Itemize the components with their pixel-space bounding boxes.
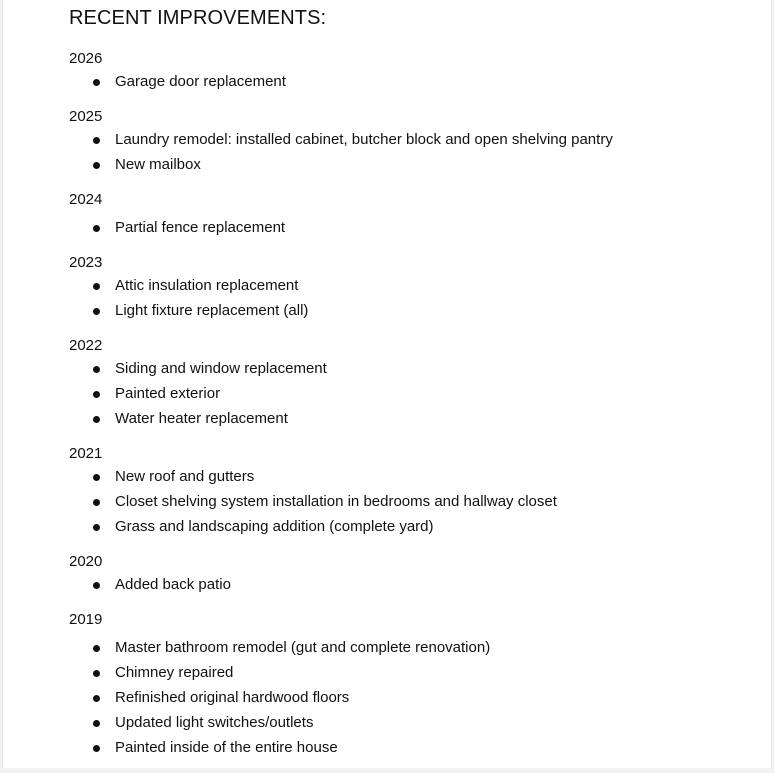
year-section (69, 190, 749, 240)
list-item-text: Closet shelving system installation in bedrooms and hallway closet (115, 493, 557, 510)
list-item-text: Water heater replacement (115, 410, 288, 427)
year-section (69, 107, 749, 177)
document-page (2, 0, 772, 768)
bullet-icon (93, 162, 100, 169)
list-item-text: Chimney repaired (115, 664, 234, 681)
bullet-list (69, 635, 749, 760)
list-item (69, 710, 749, 735)
list-item-text: Painted inside of the entire house (115, 739, 338, 756)
bullet-list (69, 273, 749, 323)
bullet-list (69, 356, 749, 431)
list-item (69, 127, 749, 152)
list-item (69, 464, 749, 489)
list-item (69, 406, 749, 431)
year-heading: 2022 (69, 337, 103, 354)
list-item (69, 514, 749, 539)
year-section (69, 336, 749, 431)
year-heading: 2026 (69, 50, 103, 67)
list-item-text: Grass and landscaping addition (complete yard) (115, 518, 434, 535)
list-item-text: Attic insulation replacement (115, 277, 299, 294)
bullet-icon (93, 524, 100, 531)
list-item-text: New mailbox (115, 156, 201, 173)
year-section (69, 49, 749, 94)
list-item-text: Updated light switches/outlets (115, 714, 314, 731)
bullet-icon (93, 137, 100, 144)
year-heading: 2021 (69, 445, 103, 462)
bullet-list (69, 215, 749, 240)
list-item-text: Painted exterior (115, 385, 221, 402)
list-item-text: Laundry remodel: installed cabinet, butcher block and open shelving pantry (115, 131, 613, 148)
list-item-text: Master bathroom remodel (gut and complete renovation) (115, 639, 491, 656)
list-item-text: Siding and window replacement (115, 360, 327, 377)
year-heading: 2025 (69, 108, 103, 125)
bullet-icon (93, 499, 100, 506)
list-item (69, 298, 749, 323)
year-heading: 2024 (69, 191, 103, 208)
bullet-list (69, 464, 749, 539)
list-item-text: Added back patio (115, 576, 231, 593)
list-item (69, 660, 749, 685)
bullet-list (69, 572, 749, 597)
list-item-text: Partial fence replacement (115, 219, 286, 236)
bullet-icon (93, 391, 100, 398)
list-item (69, 273, 749, 298)
bullet-icon (93, 416, 100, 423)
document-title: RECENT IMPROVEMENTS: (69, 7, 327, 29)
bullet-icon (93, 645, 100, 652)
bullet-list (69, 69, 749, 94)
bullet-icon (93, 720, 100, 727)
list-item (69, 381, 749, 406)
improvements-list (69, 49, 749, 773)
list-item (69, 356, 749, 381)
list-item-text: New roof and gutters (115, 468, 255, 485)
bullet-icon (93, 308, 100, 315)
list-item (69, 635, 749, 660)
bullet-icon (93, 582, 100, 589)
list-item-text: Refinished original hardwood floors (115, 689, 350, 706)
year-heading: 2023 (69, 254, 103, 271)
bullet-icon (93, 79, 100, 86)
list-item (69, 69, 749, 94)
bullet-icon (93, 670, 100, 677)
bullet-icon (93, 225, 100, 232)
list-item (69, 215, 749, 240)
year-section (69, 610, 749, 760)
list-item (69, 735, 749, 760)
bullet-icon (93, 366, 100, 373)
year-section (69, 253, 749, 323)
year-heading: 2019 (69, 611, 103, 628)
list-item-text: Garage door replacement (115, 73, 286, 90)
bullet-icon (93, 283, 100, 290)
bullet-icon (93, 745, 100, 752)
year-section (69, 552, 749, 597)
bullet-icon (93, 695, 100, 702)
year-heading: 2020 (69, 553, 103, 570)
year-section (69, 444, 749, 539)
list-item-text: Light fixture replacement (all) (115, 302, 309, 319)
list-item (69, 152, 749, 177)
list-item (69, 685, 749, 710)
bullet-icon (93, 474, 100, 481)
list-item (69, 489, 749, 514)
bullet-list (69, 127, 749, 177)
list-item (69, 572, 749, 597)
